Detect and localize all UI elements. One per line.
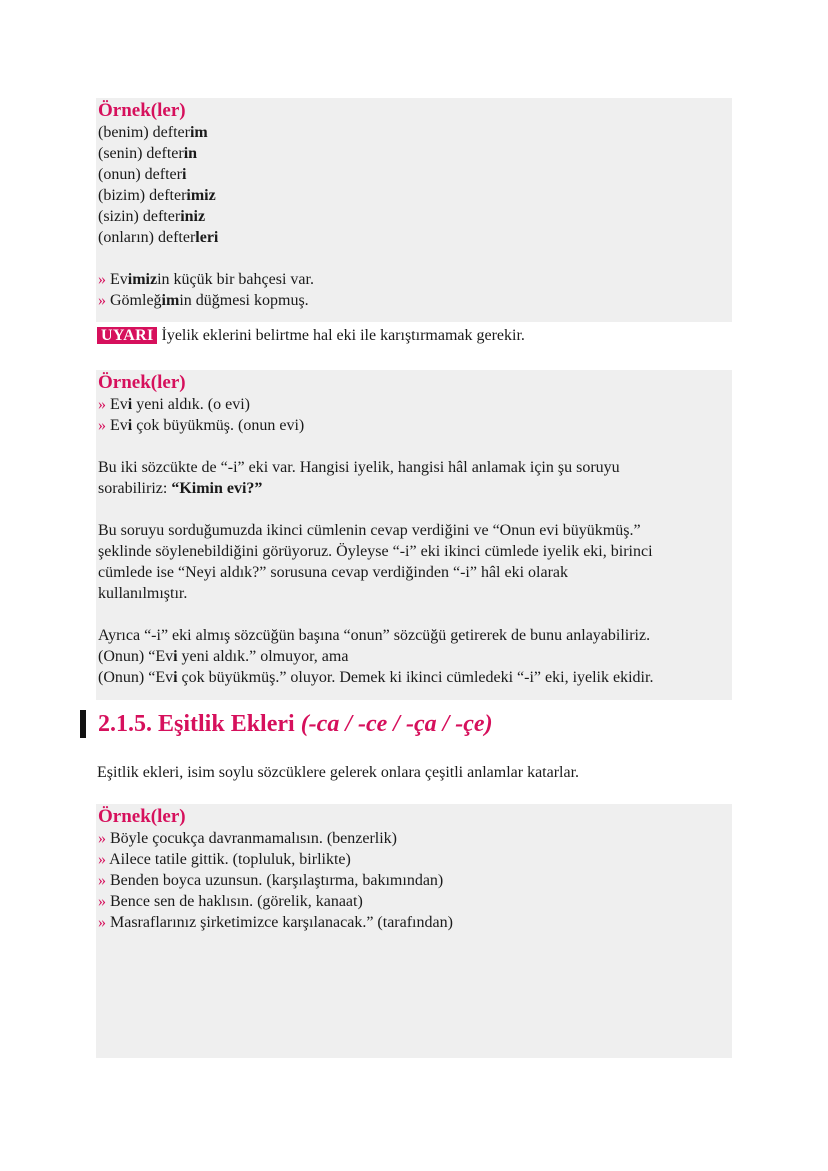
sentence-text: in düğmesi kopmuş. xyxy=(179,292,309,309)
bullet-icon: » xyxy=(98,396,106,413)
suffix-bold: i xyxy=(127,417,133,434)
list-item xyxy=(98,227,730,248)
sentence-text: Ev xyxy=(106,396,128,413)
paragraph-line: Ayrıca “-i” eki almış sözcüğün başına “onun” sözcüğü getirerek de bunu anlayabiliriz. xyxy=(98,627,651,644)
paragraph-line: Bu iki sözcükte de “-i” eki var. Hangisi iyelik, hangisi hâl anlamak için şu soruyu xyxy=(98,459,620,476)
suffix-bold: i xyxy=(173,648,178,665)
example-sentence xyxy=(98,415,730,436)
warning-text: İyelik eklerini belirtme hal eki ile karıştırmamak gerekir. xyxy=(161,327,525,344)
suffix-bold: imiz xyxy=(186,187,216,204)
item-text: Masraflarınız şirketimizce karşılanacak.” (tarafından) xyxy=(106,914,453,931)
paragraph-text: çok büyükmüş.” oluyor. Demek ki ikinci cümledeki “-i” eki, iyelik ekidir. xyxy=(177,669,654,686)
sentence-text: Ev xyxy=(106,417,128,434)
section-heading xyxy=(80,709,493,739)
section-suffixes: (-ca / -ce / -ça / -çe) xyxy=(300,711,493,737)
example-title: Örnek(ler) xyxy=(98,806,186,827)
example-box-possessive-vs-case xyxy=(96,370,732,700)
list-item xyxy=(98,849,730,870)
item-text: Benden boyca uzunsun. (karşılaştırma, bakımından) xyxy=(106,872,444,889)
row-text: (sizin) defter xyxy=(98,208,181,225)
warning-note xyxy=(97,325,525,346)
paragraph-line xyxy=(98,478,730,499)
paragraph-text: (Onun) “Ev xyxy=(98,669,174,686)
list-item xyxy=(98,870,730,891)
example-sentence xyxy=(98,269,730,290)
paragraph-line: şeklinde söylenebildiğini görüyoruz. Öyleyse “-i” eki ikinci cümlede iyelik eki, birinci xyxy=(98,543,653,560)
suffix-bold: i xyxy=(127,396,133,413)
example-box-possessive xyxy=(96,98,732,322)
bullet-icon: » xyxy=(98,851,106,868)
example-title: Örnek(ler) xyxy=(98,100,186,121)
list-item xyxy=(98,206,730,227)
bullet-icon: » xyxy=(98,271,106,288)
list-item xyxy=(98,185,730,206)
suffix-bold: i xyxy=(181,166,187,183)
example-sentence xyxy=(98,394,730,415)
paragraph-line: cümlede ise “Neyi aldık?” sorusuna cevap verdiğinden “-i” hâl eki olarak xyxy=(98,564,569,581)
row-text: (benim) defter xyxy=(98,124,190,141)
suffix-bold: im xyxy=(161,292,180,309)
suffix-bold: leri xyxy=(195,229,219,246)
bullet-icon: » xyxy=(98,914,106,931)
item-text: Bence sen de haklısın. (görelik, kanaat) xyxy=(106,893,363,910)
list-item xyxy=(98,143,730,164)
section-title xyxy=(98,709,493,739)
row-text: (onların) defter xyxy=(98,229,196,246)
suffix-bold: in xyxy=(183,145,198,162)
list-item xyxy=(98,891,730,912)
item-text: Ailece tatile gittik. (topluluk, birlikte) xyxy=(106,851,351,868)
bullet-icon: » xyxy=(98,893,106,910)
sentence-text: Gömleğ xyxy=(106,292,162,309)
sentence-text: in küçük bir bahçesi var. xyxy=(157,271,314,288)
example-sentence xyxy=(98,290,730,311)
suffix-bold: im xyxy=(189,124,208,141)
heading-bar xyxy=(80,710,86,738)
list-item xyxy=(98,122,730,143)
paragraph-line: kullanılmıştır. xyxy=(98,585,188,602)
warning-badge: UYARI xyxy=(97,327,157,344)
bullet-icon: » xyxy=(98,830,106,847)
sentence-text: çok büyükmüş. (onun evi) xyxy=(132,417,305,434)
example-box-equality xyxy=(96,804,732,1058)
row-text: (onun) defter xyxy=(98,166,182,183)
row-text: (bizim) defter xyxy=(98,187,187,204)
sentence-text: yeni aldık. (o evi) xyxy=(132,396,250,413)
suffix-bold: iniz xyxy=(180,208,206,225)
sentence-text: Ev xyxy=(106,271,128,288)
list-item xyxy=(98,912,730,933)
suffix-bold: imiz xyxy=(127,271,158,288)
section-intro: Eşitlik ekleri, isim soylu sözcüklere gelerek onlara çeşitli anlamlar katarlar. xyxy=(97,764,580,781)
paragraph-line xyxy=(98,646,730,667)
paragraph-line: Bu soruyu sorduğumuzda ikinci cümlenin cevap verdiğini ve “Onun evi büyükmüş.” xyxy=(98,522,641,539)
bullet-icon: » xyxy=(98,417,106,434)
paragraph-text: (Onun) “Ev xyxy=(98,648,174,665)
paragraph-text: sorabiliriz: xyxy=(98,480,172,497)
example-title: Örnek(ler) xyxy=(98,372,186,393)
item-text: Böyle çocukça davranmamalısın. (benzerlik) xyxy=(106,830,397,847)
list-item xyxy=(98,828,730,849)
key-question: “Kimin evi?” xyxy=(171,480,263,497)
list-item xyxy=(98,164,730,185)
paragraph-text: yeni aldık.” olmuyor, ama xyxy=(177,648,349,665)
suffix-bold: i xyxy=(173,669,178,686)
paragraph-line xyxy=(98,667,730,688)
bullet-icon: » xyxy=(98,292,106,309)
row-text: (senin) defter xyxy=(98,145,184,162)
section-number-title: 2.1.5. Eşitlik Ekleri xyxy=(98,711,301,737)
bullet-icon: » xyxy=(98,872,106,889)
